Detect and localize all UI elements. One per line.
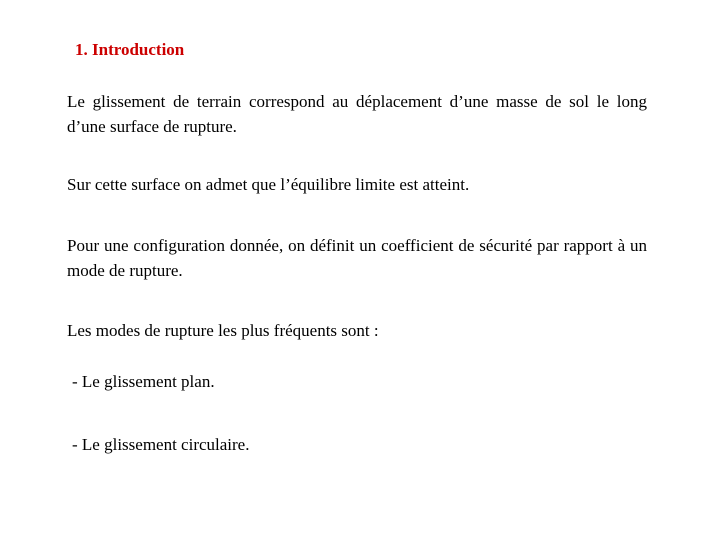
section-title: 1. Introduction xyxy=(75,40,185,59)
paragraph-safety-factor: Pour une configuration donnée, on définit un coefficient de sécurité par rapport à un mode de rupture. xyxy=(67,236,647,280)
bullet-plane-sliding: - Le glissement plan. xyxy=(72,372,215,391)
paragraph-rupture-modes: Les modes de rupture les plus fréquents sont : xyxy=(67,321,379,340)
bullet-circular-sliding: - Le glissement circulaire. xyxy=(72,435,250,454)
paragraph-equilibrium: Sur cette surface on admet que l’équilibre limite est atteint. xyxy=(67,175,470,194)
paragraph-definition: Le glissement de terrain correspond au déplacement d’une masse de sol le long d’une surface de rupture. xyxy=(67,92,647,136)
